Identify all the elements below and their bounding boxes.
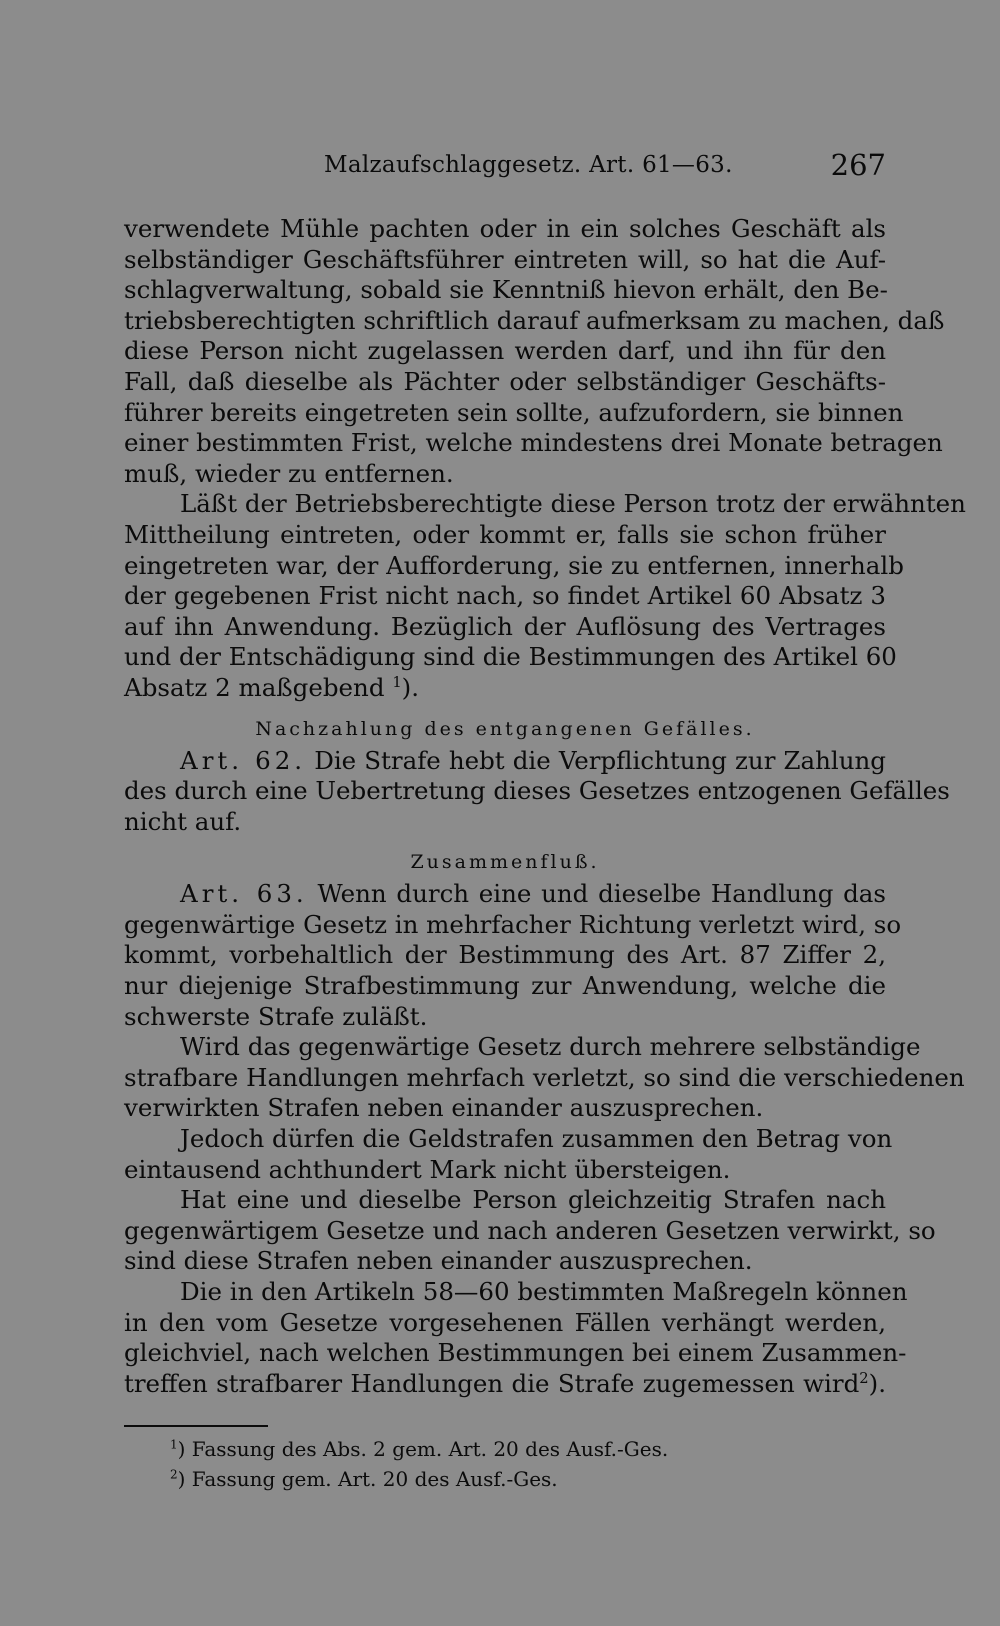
text-line: Mittheilung eintreten, oder kommt er, falls sie schon früher (124, 519, 886, 549)
running-head: Malzaufschlaggesetz. Art. 61—63. (324, 152, 733, 178)
text-line: nur diejenige Strafbestimmung zur Anwendung, welche die (124, 971, 886, 1001)
page-number: 267 (830, 148, 886, 182)
footnotes (124, 1434, 886, 1494)
text-line: sind diese Strafen neben einander auszusprechen. (124, 1246, 753, 1276)
paragraph-first-line: Hat eine und dieselbe Person gleichzeitig Strafen nach (180, 1185, 886, 1215)
paragraph-first-line: Wird das gegenwärtige Gesetz durch mehrere selbständige (180, 1032, 921, 1062)
text-line: gegenwärtigem Gesetze und nach anderen Gesetzen verwirkt, so (124, 1215, 936, 1245)
paragraph-first-line: Jedoch dürfen die Geldstrafen zusammen den Betrag von (180, 1124, 893, 1154)
text-line: strafbare Handlungen mehrfach verletzt, so sind die verschiedenen (124, 1062, 965, 1092)
text-fragment: ). (868, 1368, 886, 1398)
text-line: nicht auf. (124, 806, 242, 836)
text-fragment: Wenn durch eine und dieselbe Handlung das (317, 879, 886, 909)
text-line: kommt, vorbehaltlich der Bestimmung des Art. 87 Ziffer 2, (124, 940, 886, 970)
text-line: eingetreten war, der Aufforderung, sie zu entfernen, innerhalb (124, 550, 904, 580)
text-line: in den vom Gesetze vorgesehenen Fällen verhängt werden, (124, 1307, 886, 1337)
footnote (124, 1464, 886, 1494)
article-label: Art. 62. (180, 745, 307, 775)
text-line: triebsberechtigten schriftlich darauf aufmerksam zu machen, daß (124, 305, 945, 335)
article-label: Art. 63. (180, 879, 308, 909)
text-line (124, 1369, 886, 1400)
footnote-divider (124, 1425, 268, 1427)
text-line: schwerste Strafe zuläßt. (124, 1001, 428, 1031)
footnote-mark: 2 (170, 1467, 178, 1482)
article-first-line (124, 746, 886, 777)
footnote-mark: 1 (170, 1437, 178, 1452)
text-line: des durch eine Uebertretung dieses Gesetzes entzogenen Gefälles (124, 776, 950, 806)
text-line: führer bereits eingetreten sein sollte, aufzufordern, sie binnen (124, 397, 904, 427)
text-line: auf ihn Anwendung. Bezüglich der Auflösung des Vertrages (124, 611, 886, 641)
footnote (124, 1434, 886, 1464)
text-line: gleichviel, nach welchen Bestimmungen bei einem Zusammen- (124, 1338, 907, 1368)
text-fragment: Absatz 2 maßgebend (124, 672, 385, 702)
text-line (124, 673, 886, 704)
text-line: und der Entschädigung sind die Bestimmungen des Artikel 60 (124, 642, 897, 672)
text-line: verwirkten Strafen neben einander auszusprechen. (124, 1093, 764, 1123)
footnote-text: ) Fassung gem. Art. 20 des Ausf.-Ges. (177, 1467, 558, 1491)
text-line: schlagverwaltung, sobald sie Kenntniß hievon erhält, den Be- (124, 275, 888, 305)
footnote-reference: 2 (859, 1369, 869, 1387)
section-heading: Zusammenfluß. (410, 851, 600, 874)
text-line: muß, wieder zu entfernen. (124, 458, 454, 488)
text-line: diese Person nicht zugelassen werden darf, und ihn für den (124, 336, 886, 366)
text-line: gegenwärtige Gesetz in mehrfacher Richtung verletzt wird, so (124, 909, 902, 939)
footnote-text: ) Fassung des Abs. 2 gem. Art. 20 des Ausf.-Ges. (177, 1437, 669, 1461)
text-fragment: Die Strafe hebt die Verpflichtung zur Zahlung (314, 745, 886, 775)
main-text (124, 214, 966, 1399)
section-heading: Nachzahlung des entgangenen Gefälles. (255, 717, 755, 740)
page-header (124, 148, 886, 192)
text-line: selbständiger Geschäftsführer eintreten will, so hat die Auf- (124, 244, 886, 274)
article-first-line (124, 879, 886, 910)
footnote-reference: 1 (392, 673, 402, 691)
text-fragment: treffen strafbarer Handlungen die Strafe zugemessen wird (124, 1368, 860, 1398)
paragraph-first-line: Die in den Artikeln 58—60 bestimmten Maßregeln können (180, 1277, 908, 1306)
text-fragment: ). (401, 672, 420, 702)
paragraph-first-line: Läßt der Betriebsberechtigte diese Person trotz der erwähnten (180, 489, 966, 519)
text-line: Fall, daß dieselbe als Pächter oder selbständiger Geschäfts- (124, 366, 886, 396)
text-line: verwendete Mühle pachten oder in ein solches Geschäft als (124, 214, 886, 243)
text-line: eintausend achthundert Mark nicht übersteigen. (124, 1154, 731, 1184)
text-line: der gegebenen Frist nicht nach, so findet Artikel 60 Absatz 3 (124, 581, 886, 611)
text-line: einer bestimmten Frist, welche mindestens drei Monate betragen (124, 428, 943, 458)
